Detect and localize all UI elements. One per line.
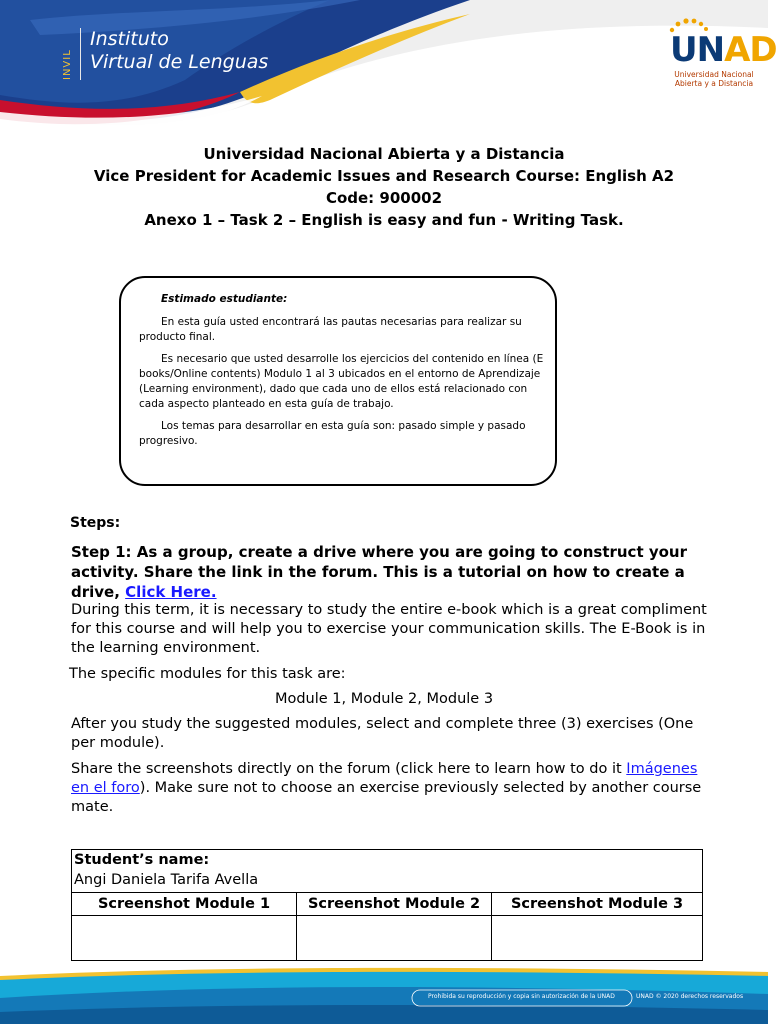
step-1 [71,542,711,602]
paragraph-share [71,760,711,817]
cell-screenshot-module-1[interactable] [72,916,297,961]
invl-vertical-mark: INVIL [62,49,73,80]
unad-wordmark: UNAD [670,30,777,70]
share-text-before: Share the screenshots directly on the forum (click here to learn how to do it [71,761,622,777]
notice-paragraph-2: Es necesario que usted desarrolle los ejercicios del contenido en línea (E books/Online contents) Modulo 1 al 3 ubicados en el entorno de Aprendizaje (Learning environment), dado que cada uno de ellos está relacionado con cada aspecto planteado en esta guía de trabajo. [139,353,544,410]
notice-greeting: Estimado estudiante: [161,293,288,305]
student-notice-box [119,276,557,486]
header-screenshot-module-2: Screenshot Module 2 [297,893,492,916]
page-header [0,0,777,130]
click-here-link[interactable]: Click Here. [125,583,217,601]
step-1-text: Step 1: As a group, create a drive where you are going to construct your activity. Share the link in the forum. This is a tutorial on how to create a drive, [71,543,688,601]
student-name-value: Angi Daniela Tarifa Avella [74,872,259,888]
unad-subtitle: Universidad Nacional Abierta y a Distancia [674,70,754,88]
notice-paragraph-3: Los temas para desarrollar en esta guía son: pasado simple y pasado progresivo. [139,420,526,447]
modules-intro: The specific modules for this task are: [69,666,346,682]
steps-heading: Steps: [70,515,121,531]
footer-rights: UNAD © 2020 derechos reservados [636,993,744,1000]
header-divider [80,28,81,80]
student-table [71,849,703,961]
modules-list: Module 1, Module 2, Module 3 [274,691,494,707]
institute-line1: Instituto [90,28,169,50]
share-text-after: ). Make sure not to choose an exercise previously selected by another course mate. [71,780,702,815]
header-screenshot-module-1: Screenshot Module 1 [72,893,297,916]
cell-screenshot-module-2[interactable] [297,916,492,961]
institute-name [90,28,268,74]
page-footer [0,968,768,1024]
footer-copyright-notice: Prohibida su reproducción y copia sin autorización de la UNAD [428,993,615,1000]
student-name-cell[interactable] [72,850,703,893]
unad-logo [662,18,777,88]
institute-line2: Virtual de Lenguas [90,51,269,73]
title-course: Vice President for Academic Issues and Research Course: English A2 [93,167,675,185]
document-title [0,143,768,231]
title-task: Anexo 1 – Task 2 – English is easy and fun - Writing Task. [144,211,624,229]
header-screenshot-module-3: Screenshot Module 3 [492,893,703,916]
imagenes-foro-link[interactable]: Imágenes en el foro [71,761,698,796]
title-university: Universidad Nacional Abierta y a Distancia [203,145,565,163]
title-code: Code: 900002 [325,189,443,207]
paragraph-exercises: After you study the suggested modules, select and complete three (3) exercises (One per module). [71,716,694,751]
notice-paragraph-1: En esta guía usted encontrará las pautas necesarias para realizar su producto final. [139,316,522,343]
student-name-label: Student’s name: [74,852,210,868]
paragraph-term: During this term, it is necessary to study the entire e-book which is a great compliment for this course and will help you to exercise your communication skills. The E-Book is in the learning environment. [71,602,707,656]
cell-screenshot-module-3[interactable] [492,916,703,961]
